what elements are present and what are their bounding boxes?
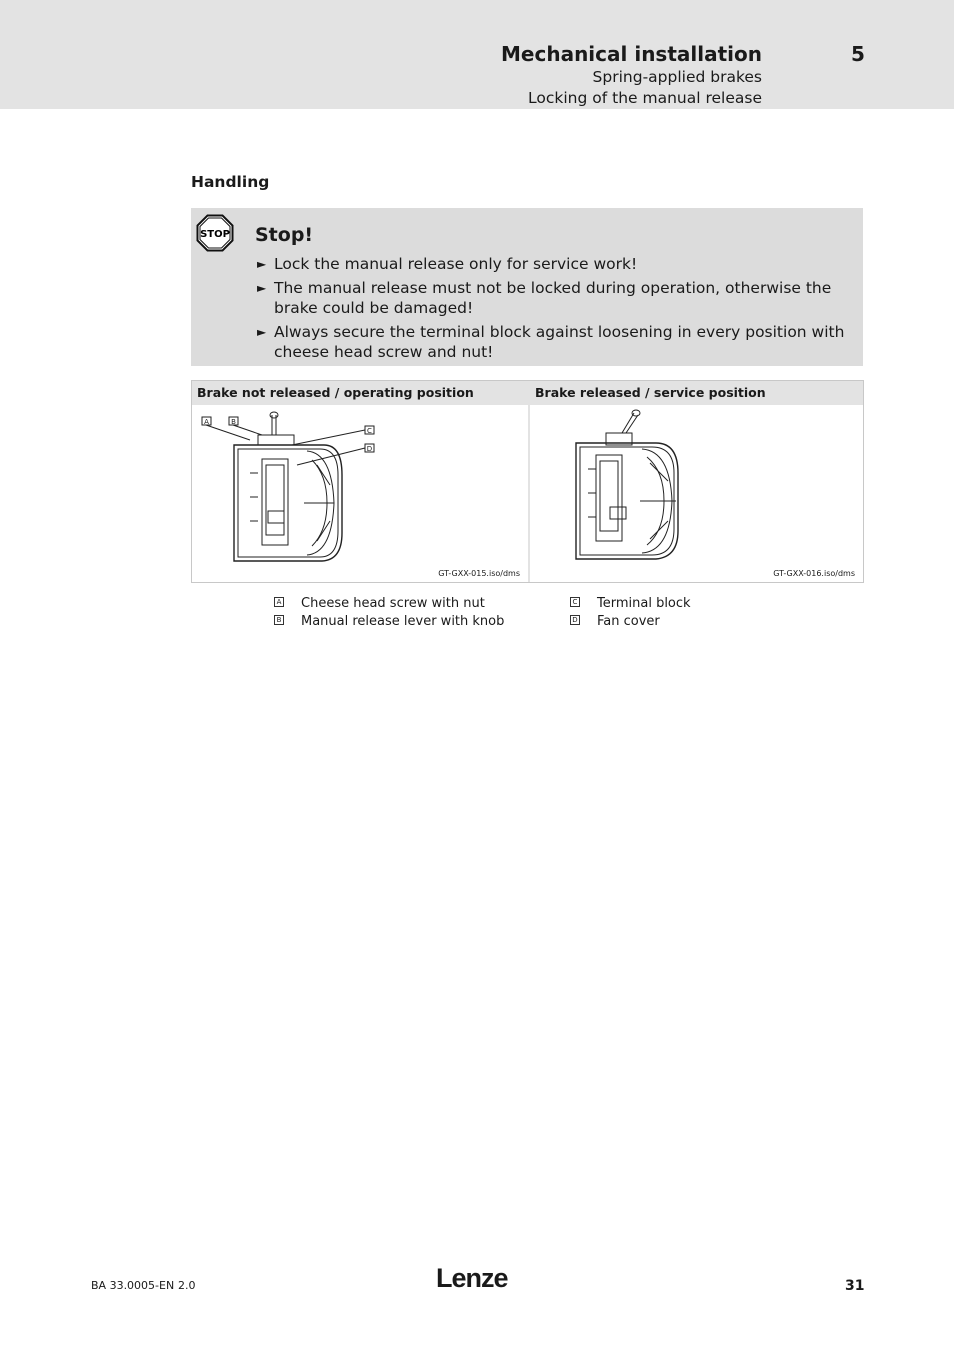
legend-text: Cheese head screw with nut [301, 596, 485, 611]
section-heading: Handling [191, 173, 270, 191]
stop-sign-text: STOP [200, 229, 230, 240]
footer-version: 2.0 [178, 1279, 196, 1292]
subtitle-spring-applied-brakes: Spring-applied brakes [592, 68, 762, 86]
figure-operating-position [192, 381, 530, 582]
stop-item-text: The manual release must not be locked during operation, otherwise the brake could be damaged! [274, 279, 832, 317]
figure-code: GT-GXX-016.iso/dms [773, 569, 855, 578]
list-item [257, 322, 847, 362]
legend-item [274, 595, 504, 613]
brake-service-drawing [530, 405, 863, 582]
marker-a: A [204, 418, 209, 426]
stop-title: Stop! [255, 224, 314, 246]
figure-service-position [530, 381, 863, 582]
figure-code: GT-GXX-015.iso/dms [438, 569, 520, 578]
legend-key: B [274, 615, 284, 625]
legend-text: Terminal block [597, 596, 691, 611]
figure-caption: Brake released / service position [530, 381, 863, 405]
marker-b: B [231, 418, 236, 426]
legend-text: Manual release lever with knob [301, 614, 505, 629]
stop-item-text: Lock the manual release only for service work! [274, 255, 638, 273]
figure-caption: Brake not released / operating position [192, 381, 528, 405]
page-number: 31 [845, 1278, 865, 1294]
legend-key: C [570, 597, 580, 607]
legend-right [570, 595, 691, 631]
legend-item [570, 613, 691, 631]
stop-sign-icon [196, 214, 234, 252]
legend-key: D [570, 615, 580, 625]
list-item [257, 254, 847, 274]
marker-d: D [366, 445, 373, 453]
legend-left [274, 595, 504, 631]
figure-table [191, 380, 864, 583]
brake-operating-drawing [192, 405, 528, 582]
legend-key: A [274, 597, 284, 607]
legend-text: Fan cover [597, 614, 660, 629]
legend-item [274, 613, 504, 631]
bullet-arrow-icon: ► [257, 257, 267, 271]
header-band [0, 0, 954, 109]
chapter-number: 5 [851, 42, 865, 66]
bullet-arrow-icon: ► [257, 325, 267, 339]
legend-item [570, 595, 691, 613]
marker-c: C [367, 427, 372, 435]
stop-warning-box [191, 208, 863, 366]
lenze-logo: Lenze [436, 1263, 508, 1293]
chapter-title: Mechanical installation [501, 42, 762, 66]
stop-list [257, 254, 847, 366]
list-item [257, 278, 847, 318]
footer-doc-id: BA 33.0005-EN [91, 1279, 175, 1292]
bullet-arrow-icon: ► [257, 281, 267, 295]
stop-item-text: Always secure the terminal block against loosening in every position with cheese head screw and nut! [274, 323, 845, 361]
subtitle-locking-manual-release: Locking of the manual release [528, 89, 762, 107]
